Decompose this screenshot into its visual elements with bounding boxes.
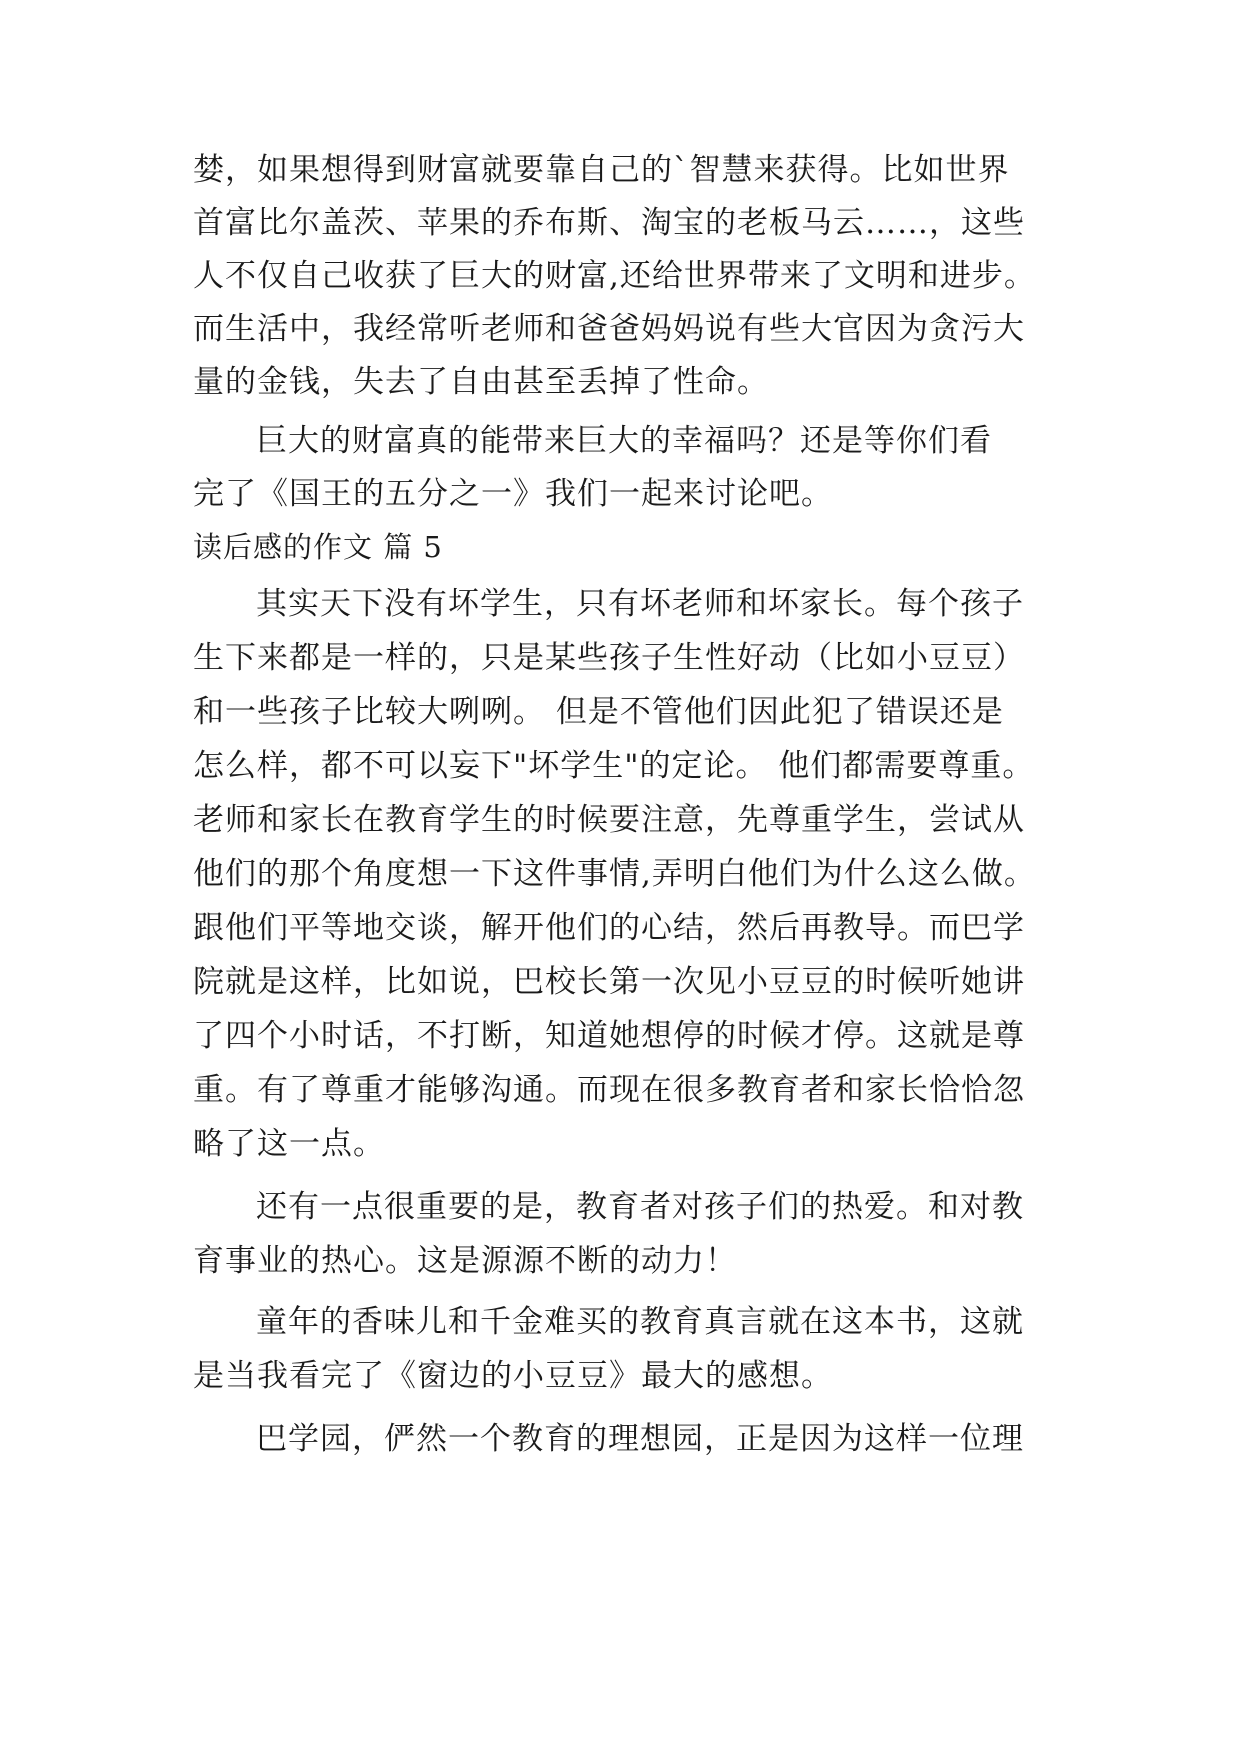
paragraph-start-line: 巴学园，俨然一个教育的理想园，正是因为这样一位理	[256, 1421, 1024, 1457]
paragraph-start-line: 童年的香味儿和千金难买的教育真言就在这本书，这就	[256, 1304, 1024, 1340]
text-line: 育事业的热心。这是源源不断的动力！	[193, 1243, 737, 1279]
text-line: 婪，如果想得到财富就要靠自己的`智慧来获得。比如世界	[193, 152, 1010, 188]
text-line: 生下来都是一样的，只是某些孩子生性好动（比如小豆豆）	[193, 640, 1025, 676]
text-line: 怎么样，都不可以妄下"坏学生"的定论。 他们都需要尊重。	[193, 748, 1035, 784]
paragraph-start-line: 其实天下没有坏学生，只有坏老师和坏家长。每个孩子	[256, 586, 1024, 622]
text-line: 和一些孩子比较大咧咧。 但是不管他们因此犯了错误还是	[193, 694, 1004, 730]
text-line: 略了这一点。	[193, 1126, 385, 1162]
section-heading: 读后感的作文 篇 5	[193, 530, 443, 564]
text-line: 完了《国王的五分之一》我们一起来讨论吧。	[193, 476, 833, 512]
text-line: 人不仅自己收获了巨大的财富,还给世界带来了文明和进步。	[193, 258, 1036, 294]
text-line: 院就是这样，比如说，巴校长第一次见小豆豆的时候听她讲	[193, 964, 1025, 1000]
text-line: 他们的那个角度想一下这件事情,弄明白他们为什么这么做。	[193, 856, 1036, 892]
text-line: 是当我看完了《窗边的小豆豆》最大的感想。	[193, 1358, 833, 1394]
paragraph-start-line: 巨大的财富真的能带来巨大的幸福吗？还是等你们看	[256, 423, 992, 459]
text-line: 了四个小时话，不打断，知道她想停的时候才停。这就是尊	[193, 1018, 1025, 1054]
text-line: 重。有了尊重才能够沟通。而现在很多教育者和家长恰恰忽	[193, 1072, 1025, 1108]
paragraph-start-line: 还有一点很重要的是，教育者对孩子们的热爱。和对教	[256, 1189, 1024, 1225]
text-line: 跟他们平等地交谈，解开他们的心结，然后再教导。而巴学	[193, 910, 1025, 946]
text-line: 首富比尔盖茨、苹果的乔布斯、淘宝的老板马云……，这些	[193, 205, 1025, 241]
text-line: 老师和家长在教育学生的时候要注意，先尊重学生，尝试从	[193, 802, 1025, 838]
text-line: 量的金钱，失去了自由甚至丢掉了性命。	[193, 364, 769, 400]
text-line: 而生活中，我经常听老师和爸爸妈妈说有些大官因为贪污大	[193, 311, 1025, 347]
